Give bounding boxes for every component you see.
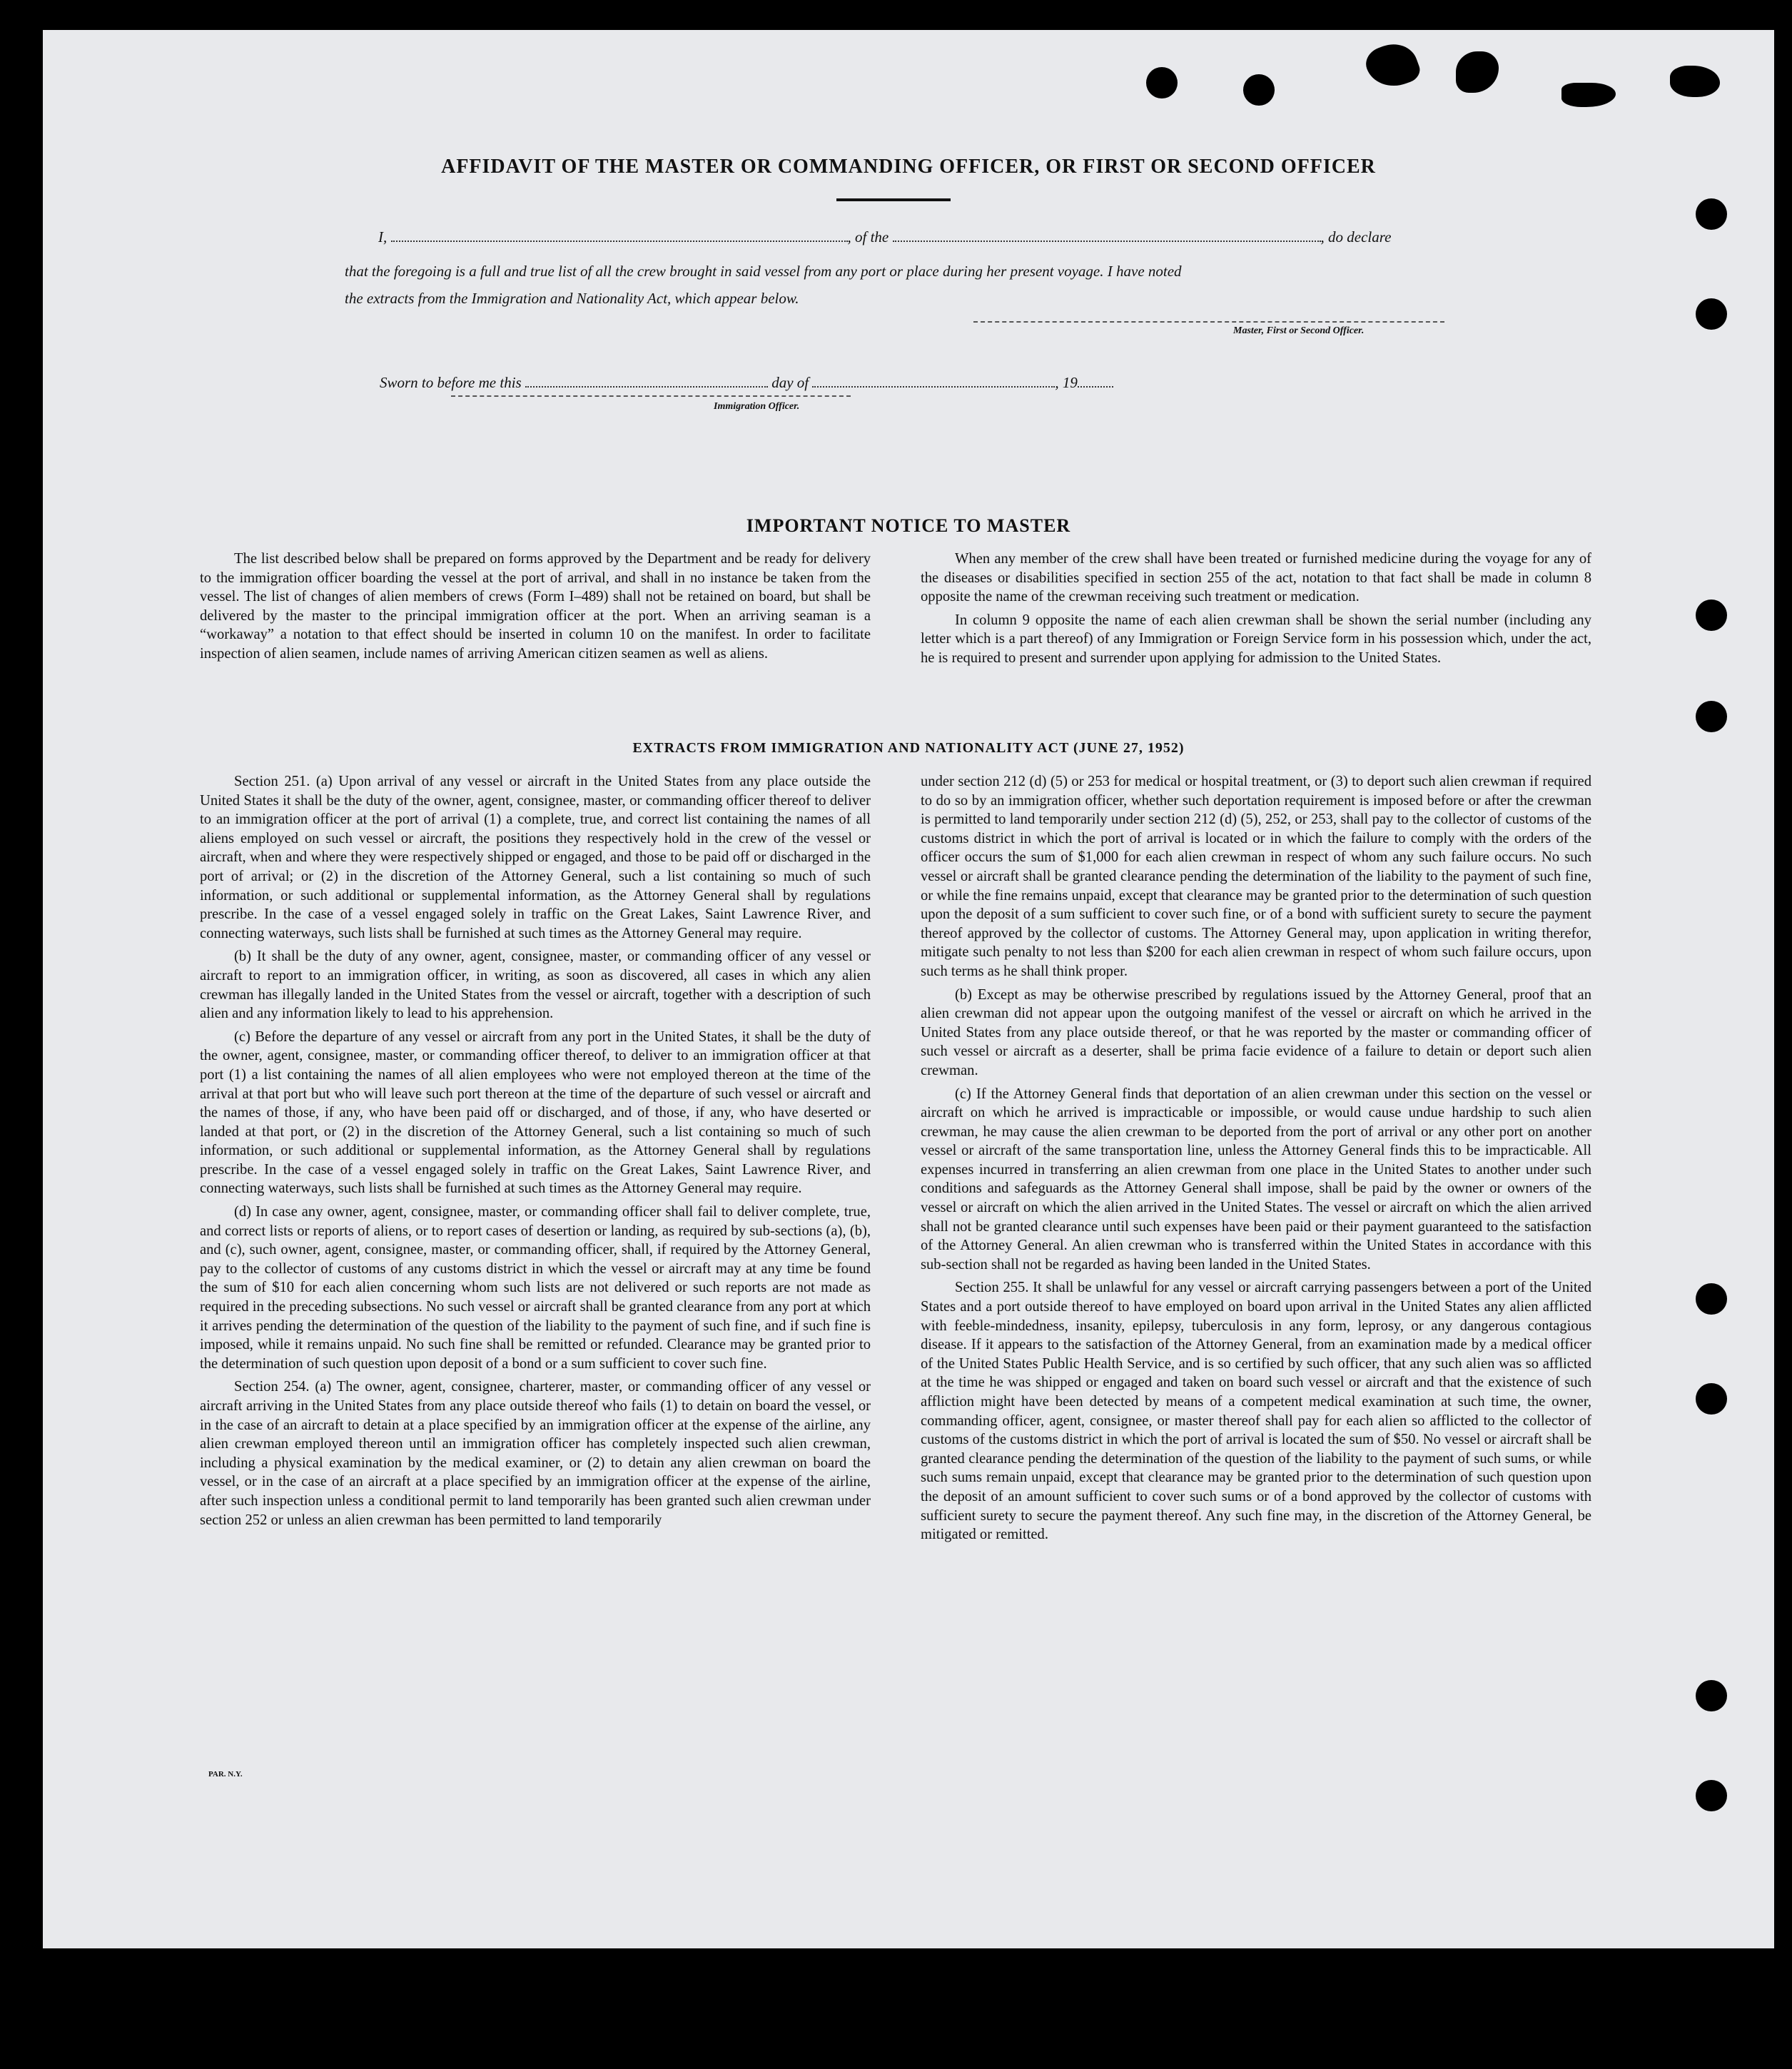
affidavit-title: AFFIDAVIT OF THE MASTER OR COMMANDING OFFICER, OR FIRST OR SECOND OFFICER xyxy=(441,156,1376,178)
extracts-title: EXTRACTS FROM IMMIGRATION AND NATIONALITY ACT (JUNE 27, 1952) xyxy=(632,740,1185,756)
extracts-right-column xyxy=(921,772,1591,1544)
name-field[interactable] xyxy=(391,229,848,242)
punch-hole xyxy=(1696,1680,1727,1711)
punch-hole xyxy=(1696,298,1727,330)
extract-paragraph: (c) If the Attorney General finds that deportation of an alien crewman under this section on the vessel or aircraft on which he arrived is impracticable or impossible, or would cause undue hardship to such alien crewman, he may cause the alien crewman to be deported from the port of arrival or any other port on another vessel or aircraft of the same transportation line, unless the Attorney General finds this to be impracticable. All expenses incurred in transferring an alien crewman from one place in the United States to another under such conditions and safeguards as the Attorney General shall impose, shall be paid by the owner or owners of the vessel or aircraft on which the alien arrived in the United States. The vessel or aircraft on which the alien arrived shall not be granted clearance until such expenses have been paid or their payment guaranteed to the satisfaction of the Attorney General. An alien crewman who is transferred within the United States in accordance with this sub-section shall not be regarded as having been landed in the United States. xyxy=(921,1086,1591,1273)
master-caption: Master, First or Second Officer. xyxy=(1233,325,1365,336)
decl-of-the: , of the xyxy=(847,228,889,246)
punch-hole xyxy=(1146,67,1178,98)
extract-paragraph: Section 251. (a) Upon arrival of any vessel or aircraft in the United States from any place outside the United States it shall be the duty of the owner, agent, consignee, master, or commanding officer thereof to deliver to an immigration officer at the port of arrival (1) a complete, true, and correct list containing the names of all aliens employed on such vessel or aircraft, the positions they respectively hold in the crew of the vessel or aircraft, when and where they were respectively shipped or engaged, and those to be paid off or discharged in the port of arrival; or (2) in the discretion of the Attorney General, such a list containing so much of such information, or such additional or supplemental information, as the Attorney General shall by regulations prescribe. In the case of a vessel engaged solely in traffic on the Great Lakes, Saint Lawrence River, and connecting waterways, such lists shall be furnished at such times as the Attorney General may require. xyxy=(200,774,871,941)
officer-caption: Immigration Officer. xyxy=(714,401,800,412)
sworn-year: , 19 xyxy=(1055,374,1078,391)
title-rule xyxy=(836,198,951,201)
extract-paragraph: (d) In case any owner, agent, consignee, master, or commanding officer shall fail to deliver complete, true, and correct lists or reports of aliens, or to report cases of desertion or landing, as required by sub-sections (a), (b), and (c), such owner, agent, consignee, master, or commanding officer, shall, if required by the Attorney General, pay to the collector of customs of any customs district in which the vessel or aircraft may at any time be found the sum of $10 for each alien concerning whom such lists are not delivered or such reports are not made as required in the preceding subsections. No such vessel or aircraft shall be granted clearance from any port at which it arrives pending the determination of the question of the liability to the payment of such fine, and if such fine is imposed, while it remains unpaid. No such fine shall be remitted or refunded. Clearance may be granted prior to the determination of such question upon deposit of a bond or a sum sufficient to cover such fine. xyxy=(200,1204,871,1372)
notice-left-column xyxy=(200,550,871,664)
notice-paragraph: In column 9 opposite the name of each alien crewman shall be shown the serial number (including any letter which is a part thereof) of any Immigration or Foreign Service form in his possession which, under the act, he is required to present and surrender upon applying for admission to the United States. xyxy=(921,612,1591,666)
notice-paragraph: The list described below shall be prepared on forms approved by the Department and be ready for delivery to the immigration officer boarding the vessel at the port of arrival, and shall in no instance be taken from the vessel. The list of changes of alien members of crews (Form I–489) shall not be retained on board, but shall be delivered by the master to the principal immigration officer at the port. When an arriving seaman is a “workaway” a notation to that effect should be inserted in column 10 on the manifest. In order to facilitate inspection of alien seamen, include names of arriving American citizen seamen as well as aliens. xyxy=(200,551,871,662)
extract-paragraph: Section 254. (a) The owner, agent, consignee, charterer, master, or commanding officer of any vessel or aircraft arriving in the United States from any place outside thereof who fails (1) to detain on board the vessel, or in the case of an aircraft to detain at a place specified by an immigration officer at the expense of the airline, any alien crewman employed thereon until an immigration officer has completely inspected such alien crewman, including a physical examination by the medical examiner, or (2) to detain any alien crewman on board the vessel, or in the case of an aircraft at a place specified by an immigration officer at the expense of the airline, after such inspection unless a conditional permit to land temporarily has been granted such alien crewman under section 252 or unless an alien crewman has been permitted to land temporarily xyxy=(200,1379,871,1528)
punch-hole xyxy=(1696,1283,1727,1315)
ink-blot xyxy=(1456,51,1499,93)
extract-paragraph: (b) It shall be the duty of any owner, agent, consignee, master, or commanding officer of any vessel or aircraft to report to an immigration officer, in writing, as soon as discovered, all cases in which any alien crewman has illegally landed in the United States from the vessel or aircraft, together with a description of such alien and any information likely to lead to his apprehension. xyxy=(200,948,871,1022)
notice-right-column xyxy=(921,550,1591,668)
ink-blot xyxy=(1670,66,1720,97)
master-signature-line[interactable] xyxy=(973,321,1444,323)
sworn-year-field[interactable] xyxy=(1078,375,1113,388)
notice-title: IMPORTANT NOTICE TO MASTER xyxy=(746,515,1071,536)
punch-hole xyxy=(1696,1383,1727,1415)
punch-hole xyxy=(1696,600,1727,631)
punch-hole xyxy=(1696,1780,1727,1811)
punch-hole xyxy=(1696,701,1727,732)
declaration-line-3: the extracts from the Immigration and Nationality Act, which appear below. xyxy=(345,290,799,307)
extract-paragraph: Section 255. It shall be unlawful for any vessel or aircraft carrying passengers between a port of the United States and a port outside thereof to have employed on board upon arrival in the United States any alien afflicted with feeble-mindedness, insanity, epilepsy, tuberculosis in any form, leprosy, or any dangerous contagious disease. If it appears to the satisfaction of the Attorney General, from an examination made by a medical officer of the United States Public Health Service, and is so certified by such officer, that any such alien was so afflicted at the time he was shipped or engaged and taken on board such vessel or aircraft and that the existence of such affliction might have been detected by means of a competent medical examination at such time, the owner, commanding officer, agent, consignee, or master thereof shall pay for each alien so afflicted to the collector of customs of the customs district in which the port of arrival is located the sum of $50. No vessel or aircraft shall be granted clearance pending the determination of the question of the liability to the payment of such sums, or while such sums remain unpaid, except that clearance may be granted prior to the determination of such question upon the deposit of an amount sufficient to cover such sums or of a bond approved by the collector of customs with sufficient surety to secure the payment thereof. Any such fine may, in the discretion of the Attorney General, be mitigated or remitted. xyxy=(921,1280,1591,1543)
sworn-prefix: Sworn to before me this xyxy=(380,374,522,391)
sworn-month-field[interactable] xyxy=(812,375,1055,388)
decl-do-declare: , do declare xyxy=(1320,228,1392,246)
ink-blot xyxy=(1561,83,1616,107)
sworn-day-of: day of xyxy=(771,374,809,391)
ink-blot xyxy=(1362,37,1423,94)
officer-signature-line[interactable] xyxy=(451,395,851,397)
declaration-line-1 xyxy=(378,223,1520,251)
sworn-line xyxy=(380,368,1522,397)
punch-hole xyxy=(1696,198,1727,230)
form-page xyxy=(43,30,1774,1948)
decl-i: I, xyxy=(378,228,388,246)
extract-paragraph: (b) Except as may be otherwise prescribed by regulations issued by the Attorney General, proof that an alien crewman did not appear upon the outgoing manifest of the vessel or aircraft on which he arrived in the United States from any place outside thereof, or that he was reported by the master or commanding officer of such vessel or aircraft as a deserter, shall be prima facie evidence of a failure to detain or deport such alien crewman. xyxy=(921,986,1591,1078)
extracts-left-column xyxy=(200,772,871,1529)
vessel-field[interactable] xyxy=(893,229,1321,242)
sworn-date-field[interactable] xyxy=(525,375,768,388)
declaration-line-2: that the foregoing is a full and true list of all the crew brought in said vessel from any port or place during her present voyage. I have noted xyxy=(345,263,1182,280)
extract-paragraph: under section 212 (d) (5) or 253 for medical or hospital treatment, or (3) to deport such alien crewman if required to do so by an immigration officer, whether such deportation requirement is imposed before or after the crewman is permitted to land temporarily under section 212 (d) (5), 252, or 253, shall pay to the collector of customs of the customs district in which the port of arrival is located or in which the failure to comply with the orders of the officer occurs the sum of $1,000 for each alien crewman in respect of whom any such failure occurs. No such vessel or aircraft shall be granted clearance pending the determination of the liability to the payment of such fine, or while the fine remains unpaid, except that clearance may be granted prior to the determination of such question upon the deposit of a sum sufficient to cover such fine, or of a bond with sufficient surety to secure the payment thereof approved by the collector of customs. The Attorney General may, upon application in writing therefor, mitigate such penalty to not less than $200 for each alien crewman in respect of whom such failure occurs, upon such terms as he shall think proper. xyxy=(921,774,1591,979)
punch-hole xyxy=(1243,74,1275,106)
notice-paragraph: When any member of the crew shall have been treated or furnished medicine during the voyage for any of the diseases or disabilities specified in section 255 of the act, notation to that fact shall be made in column 8 opposite the name of the crewman receiving such treatment or medication. xyxy=(921,551,1591,605)
extract-paragraph: (c) Before the departure of any vessel or aircraft from any port in the United States, it shall be the duty of the owner, agent, consignee, master, or commanding officer thereof, to deliver to an immigration officer at that port (1) a list containing the names of all alien employees who were not employed thereon at the time of the arrival at that port but who will leave such port thereon at the time of the departure of such vessel or aircraft and the names of those, if any, who have been paid off or discharged, and of those, if any, who have deserted or landed at that port, or (2) in the discretion of the Attorney General, such a list containing so much of such information, or such additional or supplemental information, as the Attorney General shall by regulations prescribe. In the case of a vessel engaged solely in traffic on the Great Lakes, Saint Lawrence River, and connecting waterways, such lists shall be furnished at such times as the Attorney General may require. xyxy=(200,1028,871,1197)
printer-mark: PAR. N.Y. xyxy=(208,1770,243,1779)
